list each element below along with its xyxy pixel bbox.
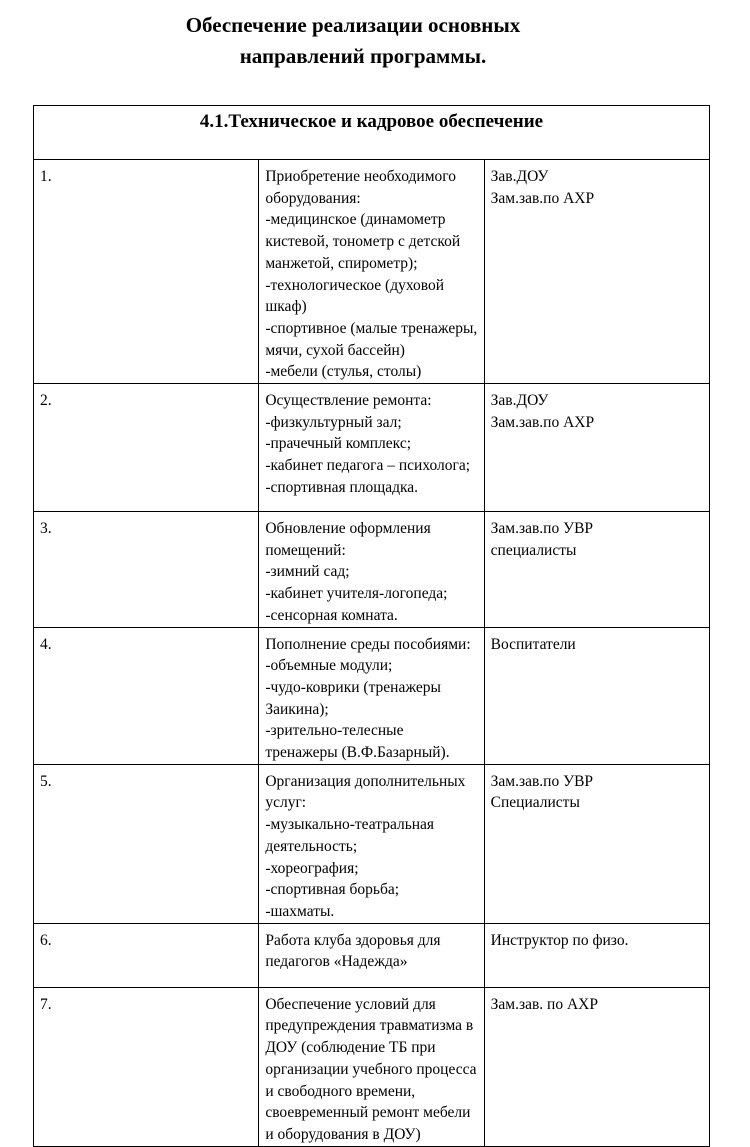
task-line: Организация дополнительных услуг:	[265, 772, 466, 812]
section-heading-row	[34, 106, 710, 160]
row-number: 7.	[34, 987, 259, 1146]
task-line: Пополнение среды пособиями:	[265, 635, 471, 653]
task-line: Осуществление ремонта:	[265, 392, 432, 410]
task-line: -технологическое (духовой шкаф)	[265, 276, 445, 316]
task-description	[259, 160, 484, 384]
task-line: Работа клуба здоровья для педагогов «Надежда»	[265, 931, 441, 971]
row-number: 1.	[34, 160, 259, 384]
table-row	[34, 764, 710, 923]
task-line: -спортивная борьба;	[265, 881, 400, 899]
task-description	[259, 987, 484, 1146]
responsible-persons	[484, 512, 709, 628]
responsible-line: Зам.зав.по АХР	[490, 189, 595, 207]
task-line: Обновление оформления помещений:	[265, 520, 431, 559]
responsible-line: Зав.ДОУ	[490, 392, 549, 410]
task-line: -кабинет учителя-логопеда;	[265, 585, 448, 603]
task-line: -объемные модули;	[265, 657, 393, 675]
task-line: -прачечный комплекс;	[265, 435, 412, 453]
responsible-line: Специалисты	[490, 794, 580, 812]
task-line: -музыкально-театральная деятельность;	[265, 816, 435, 855]
responsible-line: Зам.зав. по АХР	[490, 995, 598, 1013]
document-title	[0, 10, 706, 72]
responsible-persons	[484, 627, 709, 764]
task-line: -медицинское (динамометр кистевой, тонометр с детской манжетой, спирометр);	[265, 211, 461, 272]
section-heading: 4.1.Техническое и кадровое обеспечение	[34, 106, 710, 160]
responsible-line: Воспитатели	[490, 635, 576, 653]
row-number: 4.	[34, 627, 259, 764]
task-line: -спортивная площадка.	[265, 478, 419, 496]
responsible-line: Инструктор по физо.	[490, 931, 629, 949]
task-description	[259, 384, 484, 512]
table-row	[34, 627, 710, 764]
task-description	[259, 923, 484, 987]
task-line: -физкультурный зал;	[265, 413, 402, 431]
task-line: -хореография;	[265, 859, 359, 877]
task-line: -сенсорная комната.	[265, 606, 398, 624]
program-table	[33, 105, 710, 1147]
task-line: -зимний сад;	[265, 563, 350, 581]
table-row	[34, 923, 710, 987]
task-line: Обеспечение условий для предупреждения травматизма в ДОУ (соблюдение ТБ при организации учебного процесса и свободного времени, своевременный ремонт мебели и оборудования в ДОУ)	[265, 995, 477, 1143]
table-row	[34, 512, 710, 628]
task-line: -кабинет педагога – психолога;	[265, 457, 471, 475]
responsible-line: специалисты	[490, 541, 577, 559]
responsible-line: Зам.зав.по УВР	[490, 772, 594, 790]
row-number: 5.	[34, 764, 259, 923]
task-line: -шахматы.	[265, 902, 335, 920]
responsible-persons	[484, 160, 709, 384]
responsible-persons	[484, 923, 709, 987]
table-row	[34, 987, 710, 1146]
row-number: 2.	[34, 384, 259, 512]
task-line: -спортивное (малые тренажеры, мячи, сухой бассейн)	[265, 319, 478, 359]
responsible-line: Зам.зав.по АХР	[490, 413, 595, 431]
task-description	[259, 512, 484, 628]
row-number: 6.	[34, 923, 259, 987]
responsible-persons	[484, 987, 709, 1146]
task-line: -чудо-коврики (тренажеры Заикина);	[265, 678, 441, 718]
row-number: 3.	[34, 512, 259, 628]
task-line: -мебели (стулья, столы)	[265, 363, 422, 381]
task-description	[259, 764, 484, 923]
table-row	[34, 160, 710, 384]
task-description	[259, 627, 484, 764]
task-line: Приобретение необходимого оборудования:	[265, 168, 456, 207]
table-row	[34, 384, 710, 512]
responsible-line: Зам.зав.по УВР	[490, 520, 594, 538]
responsible-persons	[484, 384, 709, 512]
responsible-persons	[484, 764, 709, 923]
responsible-line: Зав.ДОУ	[490, 168, 549, 185]
task-line: -зрительно-телесные тренажеры (В.Ф.Базарный).	[265, 722, 450, 762]
program-table-body	[34, 106, 710, 1147]
title-line-1: Обеспечение реализации основных	[185, 13, 521, 37]
title-line-2: направлений программы.	[239, 44, 487, 68]
